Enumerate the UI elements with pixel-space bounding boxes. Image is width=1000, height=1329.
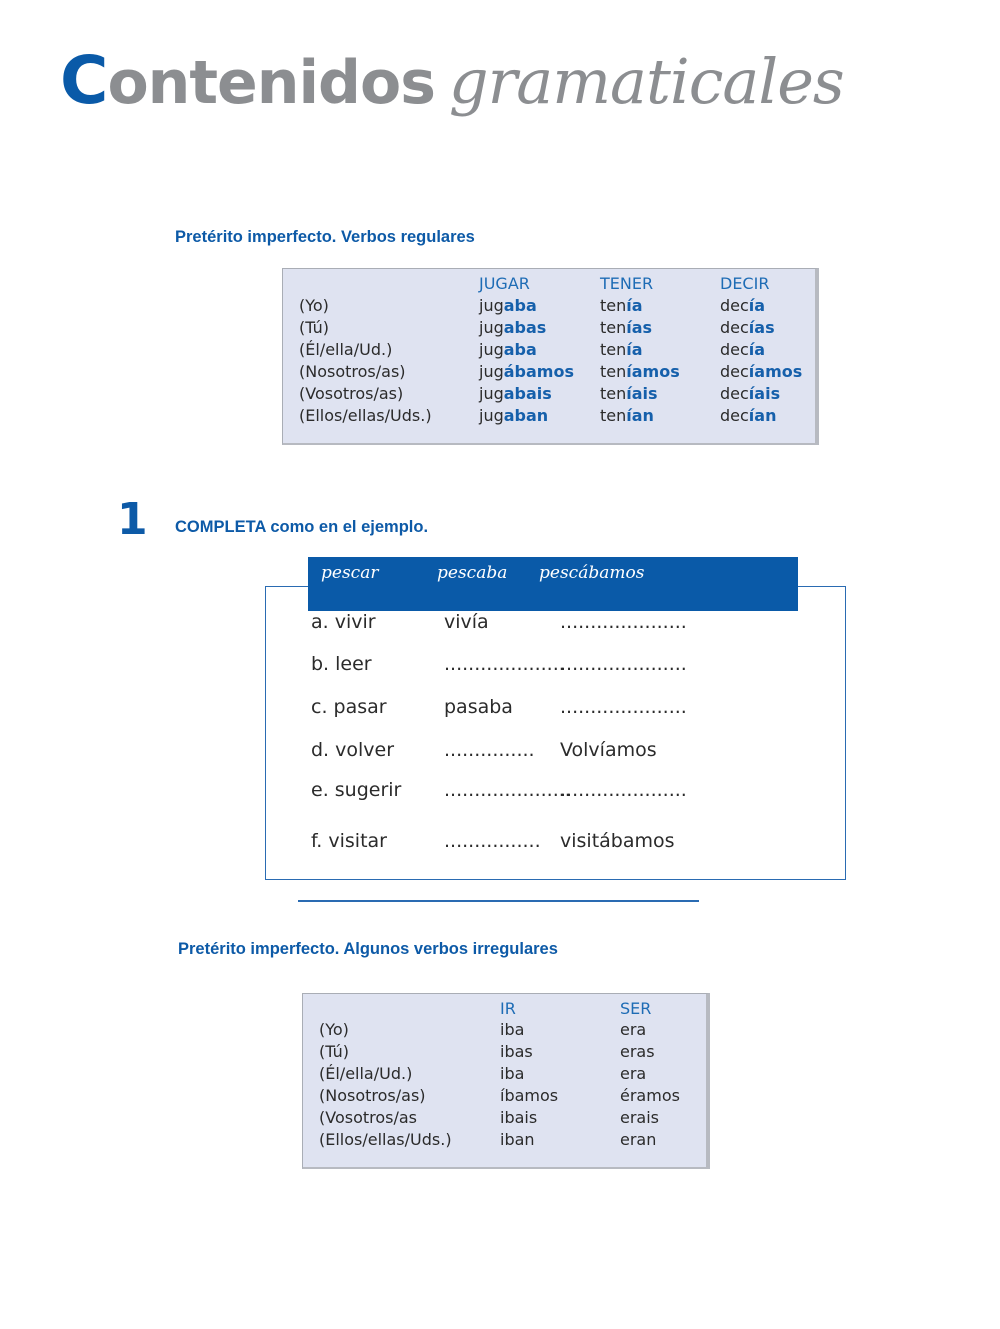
section-heading-regular: Pretérito imperfecto. Verbos regulares: [175, 228, 475, 246]
verb-stem: ten: [600, 384, 627, 403]
pronoun-cell: (Vosotros/as: [319, 1108, 418, 1127]
exercise-singular[interactable]: .....................: [444, 779, 571, 801]
exercise-singular: vivía: [444, 611, 489, 633]
verb-ending: ía: [626, 340, 643, 359]
conjugation-cell: erais: [620, 1108, 660, 1127]
divider: [298, 900, 699, 902]
conjugation-cell: [600, 317, 652, 339]
conjugation-cell: [720, 339, 765, 361]
verb-stem: ten: [600, 362, 627, 381]
verb-stem: dec: [720, 296, 749, 315]
pronoun-cell: (Él/ella/Ud.): [319, 1064, 413, 1083]
conjugation-cell: iban: [500, 1130, 535, 1149]
conjugation-cell: [479, 339, 537, 361]
title-italic: gramaticales: [448, 45, 844, 118]
conjugation-cell: [479, 317, 546, 339]
conjugation-cell: [479, 295, 537, 317]
verb-ending: ía: [626, 296, 643, 315]
example-singular: pescaba: [437, 563, 508, 583]
conjugation-cell: íbamos: [500, 1086, 559, 1105]
verb-ending: ías: [748, 318, 775, 337]
table-header-ir: IR: [500, 999, 516, 1018]
table-header-jugar: JUGAR: [479, 274, 530, 293]
exercise-singular[interactable]: ...............: [444, 739, 535, 761]
exercise-plural[interactable]: .....................: [560, 779, 687, 801]
verb-ending: ábamos: [503, 362, 574, 381]
example-plural: pescábamos: [539, 563, 645, 583]
verb-ending: abais: [503, 384, 552, 403]
verb-ending: íais: [748, 384, 781, 403]
conjugation-cell: eran: [620, 1130, 657, 1149]
title-initial: C: [60, 42, 108, 119]
verb-stem: jug: [479, 340, 504, 359]
verb-stem: ten: [600, 406, 627, 425]
verb-stem: dec: [720, 318, 749, 337]
exercise-verb: b. leer: [311, 653, 372, 675]
exercise-singular: pasaba: [444, 696, 513, 718]
pronoun-cell: (Nosotros/as): [319, 1086, 426, 1105]
exercise-singular[interactable]: ....................: [444, 653, 565, 675]
exercise-plural[interactable]: .....................: [560, 696, 687, 718]
conjugation-cell: [600, 361, 680, 383]
conjugation-cell: [600, 405, 654, 427]
pronoun-cell: (Nosotros/as): [299, 362, 406, 381]
table-header-tener: TENER: [600, 274, 654, 293]
exercise-singular[interactable]: ................: [444, 830, 541, 852]
conjugation-cell: [600, 295, 643, 317]
pronoun-cell: (Vosotros/as): [299, 384, 404, 403]
verb-ending: ían: [748, 406, 777, 425]
exercise-plural: visitábamos: [560, 830, 675, 852]
exercise-verb: c. pasar: [311, 696, 387, 718]
conjugation-cell: eras: [620, 1042, 655, 1061]
conjugation-cell: [479, 405, 548, 427]
pronoun-cell: (Tú): [299, 318, 329, 337]
verb-ending: íamos: [748, 362, 803, 381]
conjugation-cell: [720, 361, 802, 383]
verb-stem: ten: [600, 296, 627, 315]
verb-ending: ías: [626, 318, 653, 337]
verb-ending: aba: [503, 340, 537, 359]
verb-stem: dec: [720, 406, 749, 425]
title-main: ontenidos: [107, 48, 435, 118]
verb-ending: aba: [503, 296, 537, 315]
conjugation-cell: [600, 383, 658, 405]
irregular-verbs-table: [302, 993, 710, 1169]
section-heading-irregular: Pretérito imperfecto. Algunos verbos irregulares: [178, 940, 558, 958]
pronoun-cell: (Yo): [319, 1020, 349, 1039]
exercise-verb: e. sugerir: [311, 779, 402, 801]
verb-ending: ía: [748, 296, 766, 315]
pronoun-cell: (Él/ella/Ud.): [299, 340, 393, 359]
verb-stem: dec: [720, 384, 749, 403]
verb-stem: jug: [479, 362, 504, 381]
conjugation-cell: era: [620, 1064, 647, 1083]
example-verb: pescar: [321, 563, 379, 583]
conjugation-cell: ibas: [500, 1042, 533, 1061]
verb-stem: dec: [720, 362, 749, 381]
verb-ending: ían: [626, 406, 654, 425]
verb-ending: ía: [748, 340, 766, 359]
exercise-verb: d. volver: [311, 739, 395, 761]
exercise-plural[interactable]: .....................: [560, 611, 687, 633]
pronoun-cell: (Ellos/ellas/Uds.): [319, 1130, 452, 1149]
conjugation-cell: [479, 383, 552, 405]
conjugation-cell: iba: [500, 1064, 525, 1083]
exercise-plural: Volvíamos: [560, 739, 657, 761]
conjugation-cell: era: [620, 1020, 647, 1039]
verb-ending: aban: [503, 406, 549, 425]
pronoun-cell: (Tú): [319, 1042, 349, 1061]
verb-stem: ten: [600, 318, 627, 337]
page-title: [60, 42, 844, 119]
conjugation-cell: [720, 383, 780, 405]
verb-stem: jug: [479, 406, 504, 425]
regular-verbs-table: [282, 268, 819, 445]
verb-stem: jug: [479, 384, 504, 403]
conjugation-cell: [600, 339, 643, 361]
verb-stem: ten: [600, 340, 627, 359]
verb-stem: dec: [720, 340, 749, 359]
verb-ending: abas: [503, 318, 547, 337]
pronoun-cell: (Ellos/ellas/Uds.): [299, 406, 432, 425]
verb-ending: íais: [626, 384, 658, 403]
example-banner: [308, 557, 798, 611]
verb-stem: jug: [479, 296, 504, 315]
conjugation-cell: [720, 295, 765, 317]
verb-stem: jug: [479, 318, 504, 337]
exercise-number: 1: [117, 494, 148, 545]
conjugation-cell: iba: [500, 1020, 525, 1039]
exercise-verb: f. visitar: [311, 830, 387, 852]
table-header-decir: DECIR: [720, 274, 770, 293]
conjugation-cell: [479, 361, 574, 383]
conjugation-cell: [720, 317, 775, 339]
exercise-plural[interactable]: .....................: [560, 653, 687, 675]
conjugation-cell: [720, 405, 776, 427]
exercise-verb: a. vivir: [311, 611, 376, 633]
pronoun-cell: (Yo): [299, 296, 329, 315]
table-header-ser: SER: [620, 999, 652, 1018]
exercise-instruction: COMPLETA como en el ejemplo.: [175, 518, 429, 536]
conjugation-cell: ibais: [500, 1108, 538, 1127]
verb-ending: íamos: [626, 362, 680, 381]
conjugation-cell: éramos: [620, 1086, 680, 1105]
